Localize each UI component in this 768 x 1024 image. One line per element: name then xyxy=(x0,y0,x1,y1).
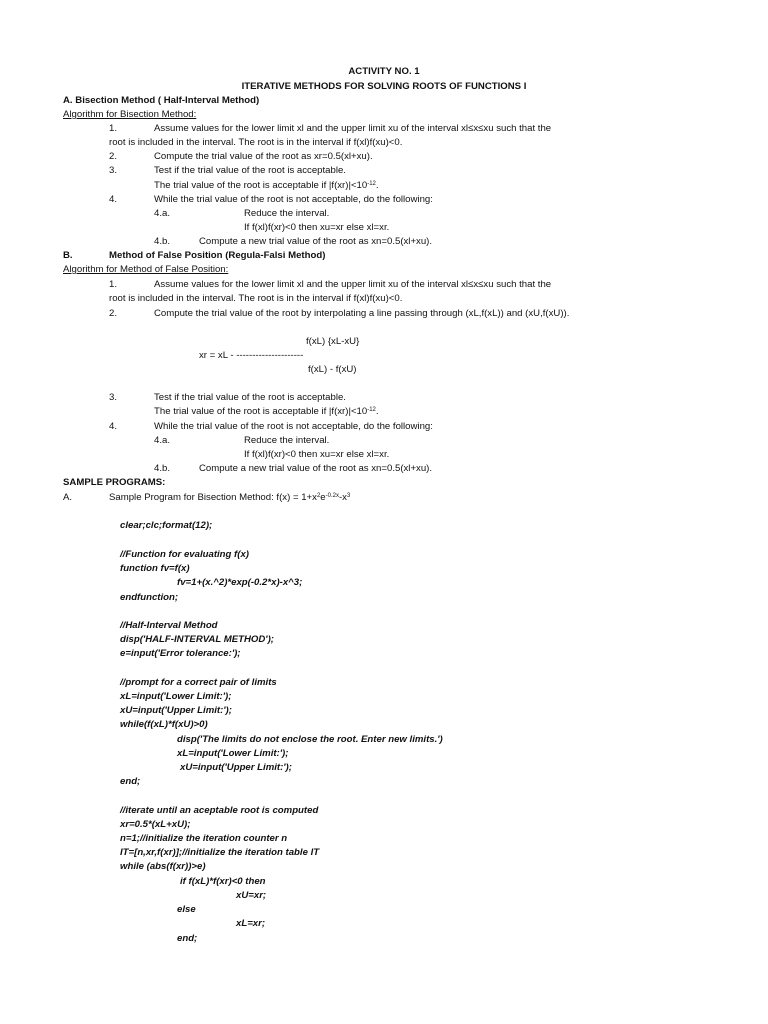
fp-step1-number: 1. xyxy=(109,279,118,290)
sample-a-text: Sample Program for Bisection Method: f(x) = 1+x xyxy=(109,492,317,503)
code-line: xU=input('Upper Limit:'); xyxy=(120,705,232,716)
fp-step4a-number: 4.a. xyxy=(154,435,171,446)
fp-step2-number: 2. xyxy=(109,308,118,319)
fp-step4-text: While the trial value of the root is not acceptable, do the following: xyxy=(154,421,433,432)
code-line: xU=input('Upper Limit:'); xyxy=(180,762,292,773)
code-line: disp('The limits do not enclose the root. Enter new limits.') xyxy=(177,734,443,745)
fp-step4a-text: Reduce the interval. xyxy=(244,435,330,446)
false-position-heading: Method of False Position (Regula-Falsi Method) xyxy=(109,250,326,261)
code-line: xL=xr; xyxy=(236,918,266,929)
criterion-text: The trial value of the root is acceptable if |f(xr)|<10 xyxy=(154,406,368,417)
code-line: end; xyxy=(120,776,141,787)
bisection-step1-continuation: root is included in the interval. The root is in the interval if f(xl)f(xu)<0. xyxy=(109,137,403,148)
sample-a-title xyxy=(109,492,350,504)
fp-step1-text: Assume values for the lower limit xl and the upper limit xu of the interval xl≤x≤xu such that the xyxy=(154,279,552,290)
bisection-step4a-number: 4.a. xyxy=(154,208,171,219)
code-line: disp('HALF-INTERVAL METHOD'); xyxy=(120,634,274,645)
bisection-step3-text: Test if the trial value of the root is acceptable. xyxy=(154,165,346,176)
code-line: function fv=f(x) xyxy=(120,563,190,574)
code-comment: //prompt for a correct pair of limits xyxy=(120,677,277,688)
code-line: end; xyxy=(177,933,198,944)
criterion-period: . xyxy=(375,406,379,417)
formula-lhs: xr = xL - --------------------- xyxy=(199,350,304,361)
bisection-step4b-text: Compute a new trial value of the root as xn=0.5(xl+xu). xyxy=(199,236,433,247)
bisection-step4-number: 4. xyxy=(109,194,118,205)
criterion-exponent: -12 xyxy=(367,181,376,187)
code-line: xU=xr; xyxy=(236,890,267,901)
code-comment: //Function for evaluating f(x) xyxy=(120,549,249,560)
fp-step4-number: 4. xyxy=(109,421,118,432)
code-line: endfunction; xyxy=(120,592,179,603)
false-position-algorithm-heading: Algorithm for Method of False Position: xyxy=(63,264,229,275)
bisection-algorithm-heading: Algorithm for Bisection Method: xyxy=(63,109,197,120)
fp-step3-number: 3. xyxy=(109,392,118,403)
sample-a-number: A. xyxy=(63,492,73,503)
code-line: IT=[n,xr,f(xr)];//initialize the iteration table IT xyxy=(120,847,320,858)
bisection-step4a-text: Reduce the interval. xyxy=(244,208,330,219)
formula-denominator: f(xL) - f(xU) xyxy=(308,364,357,375)
bisection-step3-number: 3. xyxy=(109,165,118,176)
fp-step4b-number: 4.b. xyxy=(154,463,171,474)
criterion-text: The trial value of the root is acceptable if |f(xr)|<10 xyxy=(154,180,368,191)
bisection-step4-text: While the trial value of the root is not acceptable, do the following: xyxy=(154,194,433,205)
fp-step1-continuation: root is included in the interval. The root is in the interval if f(xl)f(xu)<0. xyxy=(109,293,403,304)
fp-step4b-text: Compute a new trial value of the root as xn=0.5(xl+xu). xyxy=(199,463,433,474)
sample-a-text: e xyxy=(320,492,326,503)
code-line: else xyxy=(177,904,196,915)
code-line: e=input('Error tolerance:'); xyxy=(120,648,241,659)
code-line: xL=input('Lower Limit:'); xyxy=(177,748,289,759)
code-comment: //Half-Interval Method xyxy=(120,620,218,631)
criterion-period: . xyxy=(375,180,379,191)
exponent: 2 xyxy=(316,493,321,499)
fp-step2-text: Compute the trial value of the root by interpolating a line passing through (xL,f(xL)) and (xU,f(xU)). xyxy=(154,308,570,319)
bisection-step1-text: Assume values for the lower limit xl and the upper limit xu of the interval xl≤x≤xu such that the xyxy=(154,123,552,134)
exponent: -0.2x xyxy=(325,493,339,499)
bisection-step2-number: 2. xyxy=(109,151,118,162)
fp-step4a-rule: If f(xl)f(xr)<0 then xu=xr else xl=xr. xyxy=(244,449,390,460)
criterion-exponent: -12 xyxy=(367,407,376,413)
bisection-step4a-rule: If f(xl)f(xr)<0 then xu=xr else xl=xr. xyxy=(244,222,390,233)
sample-programs-heading: SAMPLE PROGRAMS: xyxy=(63,477,166,488)
bisection-heading: A. Bisection Method ( Half-Interval Method) xyxy=(63,95,260,106)
code-line: while (abs(f(xr))>e) xyxy=(120,861,206,872)
sample-a-text: -x xyxy=(338,492,347,503)
code-line: if f(xL)*f(xr)<0 then xyxy=(180,876,266,887)
code-line: fv=1+(x.^2)*exp(-0.2*x)-x^3; xyxy=(177,577,303,588)
code-line: xr=0.5*(xL+xU); xyxy=(120,819,191,830)
fp-step3-criterion xyxy=(154,406,379,418)
formula-numerator: f(xL) {xL-xU} xyxy=(306,336,360,347)
code-line: n=1;//initialize the iteration counter n xyxy=(120,833,288,844)
code-line: clear;clc;format(12); xyxy=(120,520,213,531)
bisection-step1-number: 1. xyxy=(109,123,118,134)
fp-step3-text: Test if the trial value of the root is acceptable. xyxy=(154,392,346,403)
code-line: xL=input('Lower Limit:'); xyxy=(120,691,232,702)
activity-number: ACTIVITY NO. 1 xyxy=(348,66,420,77)
bisection-step4b-number: 4.b. xyxy=(154,236,171,247)
document-title: ITERATIVE METHODS FOR SOLVING ROOTS OF FUNCTIONS I xyxy=(241,81,527,92)
code-comment: //iterate until an aceptable root is computed xyxy=(120,805,319,816)
exponent: 3 xyxy=(346,493,351,499)
bisection-step3-criterion xyxy=(154,180,379,192)
false-position-heading-number: B. xyxy=(63,250,73,261)
code-line: while(f(xL)*f(xU)>0) xyxy=(120,719,208,730)
bisection-step2-text: Compute the trial value of the root as xr=0.5(xl+xu). xyxy=(154,151,373,162)
